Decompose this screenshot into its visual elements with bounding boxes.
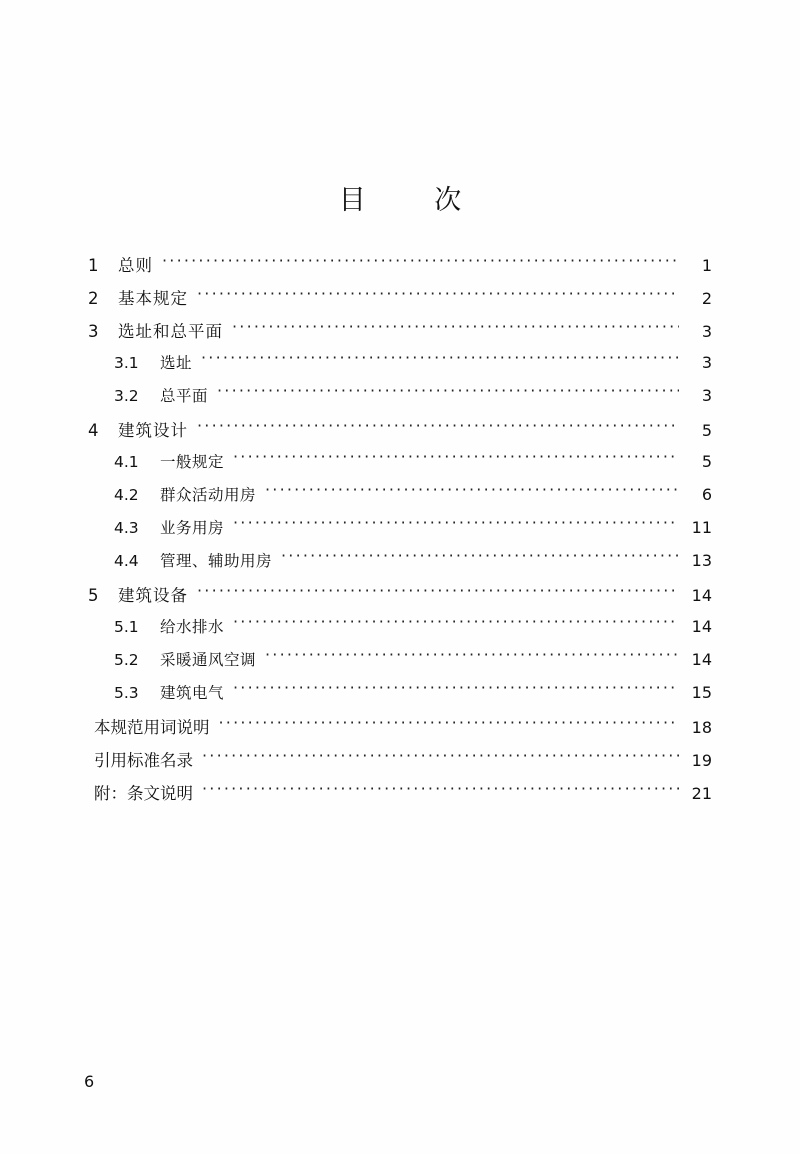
toc-entry-label: 基本规定 <box>118 289 188 308</box>
toc-entry-page: 18 <box>691 718 712 737</box>
toc-entry[interactable] <box>88 648 712 681</box>
toc-entry[interactable] <box>88 582 712 615</box>
toc-entry[interactable] <box>88 384 712 417</box>
toc-entry-page: 3 <box>701 386 712 405</box>
toc-entry-label: 采暖通风空调 <box>160 651 257 669</box>
toc-entry-page: 3 <box>701 353 712 372</box>
page-title: 目 次 <box>338 185 492 216</box>
toc-entry-number: 3 <box>88 322 99 341</box>
toc-leader-dots <box>233 617 679 633</box>
toc-leader-dots <box>201 353 679 369</box>
toc-entry[interactable] <box>88 318 712 351</box>
toc-entry[interactable] <box>88 483 712 516</box>
toc-leader-dots <box>265 650 679 666</box>
toc-entry-page: 1 <box>701 256 712 275</box>
table-of-contents <box>88 252 712 813</box>
toc-entry-label: 建筑设备 <box>118 586 188 605</box>
toc-entry-label: 建筑设计 <box>118 421 188 440</box>
toc-entry[interactable] <box>88 681 712 714</box>
toc-leader-dots <box>217 386 679 402</box>
toc-entry-label: 管理、辅助用房 <box>160 552 273 570</box>
toc-leader-dots <box>202 750 679 767</box>
toc-entry-number: 4 <box>88 421 99 440</box>
toc-entry-number: 4.3 <box>114 519 139 537</box>
toc-entry-page: 5 <box>701 452 712 471</box>
toc-entry-label: 建筑电气 <box>160 684 225 702</box>
toc-entry-number: 3.1 <box>114 354 139 372</box>
toc-entry-page: 11 <box>691 518 712 537</box>
toc-entry-number: 2 <box>88 289 99 308</box>
toc-entry-label: 选址 <box>160 354 193 372</box>
toc-entry-label: 选址和总平面 <box>118 322 223 341</box>
toc-leader-dots <box>281 551 679 567</box>
toc-entry-number: 1 <box>88 256 99 275</box>
toc-entry-number: 5 <box>88 586 99 605</box>
toc-entry-page: 13 <box>691 551 712 570</box>
toc-entry[interactable] <box>88 351 712 384</box>
toc-entry[interactable] <box>88 417 712 450</box>
toc-entry-label: 业务用房 <box>160 519 225 537</box>
toc-leader-dots <box>162 255 679 272</box>
toc-entry[interactable] <box>88 450 712 483</box>
page-number-folio: 6 <box>84 1072 95 1091</box>
toc-entry-label: 总平面 <box>160 387 209 405</box>
toc-leader-dots <box>233 683 679 699</box>
toc-entry-number: 3.2 <box>114 387 139 405</box>
toc-entry-label: 附：条文说明 <box>94 784 193 803</box>
toc-leader-dots <box>197 585 679 602</box>
toc-entry-page: 5 <box>701 421 712 440</box>
toc-leader-dots <box>197 288 679 305</box>
toc-entry-number: 5.3 <box>114 684 139 702</box>
toc-entry-number: 5.2 <box>114 651 139 669</box>
toc-entry[interactable] <box>88 714 712 747</box>
toc-leader-dots <box>233 452 679 468</box>
toc-entry-page: 21 <box>691 784 712 803</box>
toc-entry-label: 总则 <box>118 256 153 275</box>
toc-entry-page: 14 <box>691 617 712 636</box>
toc-leader-dots <box>265 485 679 501</box>
toc-entry-number: 4.1 <box>114 453 139 471</box>
toc-entry-label: 给水排水 <box>160 618 225 636</box>
toc-leader-dots <box>197 420 679 437</box>
toc-entry-label: 引用标准名录 <box>94 751 193 770</box>
toc-entry[interactable] <box>88 615 712 648</box>
toc-entry-label: 群众活动用房 <box>160 486 257 504</box>
toc-entry[interactable] <box>88 252 712 285</box>
toc-entry-page: 14 <box>691 586 712 605</box>
toc-entry-page: 2 <box>701 289 712 308</box>
toc-entry-label: 一般规定 <box>160 453 225 471</box>
toc-entry[interactable] <box>88 747 712 780</box>
toc-leader-dots <box>219 717 680 734</box>
toc-entry-number: 5.1 <box>114 618 139 636</box>
toc-leader-dots <box>233 518 679 534</box>
toc-entry[interactable] <box>88 780 712 813</box>
toc-entry-number: 4.2 <box>114 486 139 504</box>
toc-entry[interactable] <box>88 285 712 318</box>
toc-entry-page: 6 <box>701 485 712 504</box>
toc-entry-label: 本规范用词说明 <box>94 718 210 737</box>
toc-leader-dots <box>202 783 679 800</box>
toc-entry-page: 14 <box>691 650 712 669</box>
toc-entry[interactable] <box>88 516 712 549</box>
toc-leader-dots <box>232 321 679 338</box>
toc-entry-number: 4.4 <box>114 552 139 570</box>
toc-entry-page: 3 <box>701 322 712 341</box>
toc-entry[interactable] <box>88 549 712 582</box>
toc-entry-page: 19 <box>691 751 712 770</box>
toc-entry-page: 15 <box>691 683 712 702</box>
